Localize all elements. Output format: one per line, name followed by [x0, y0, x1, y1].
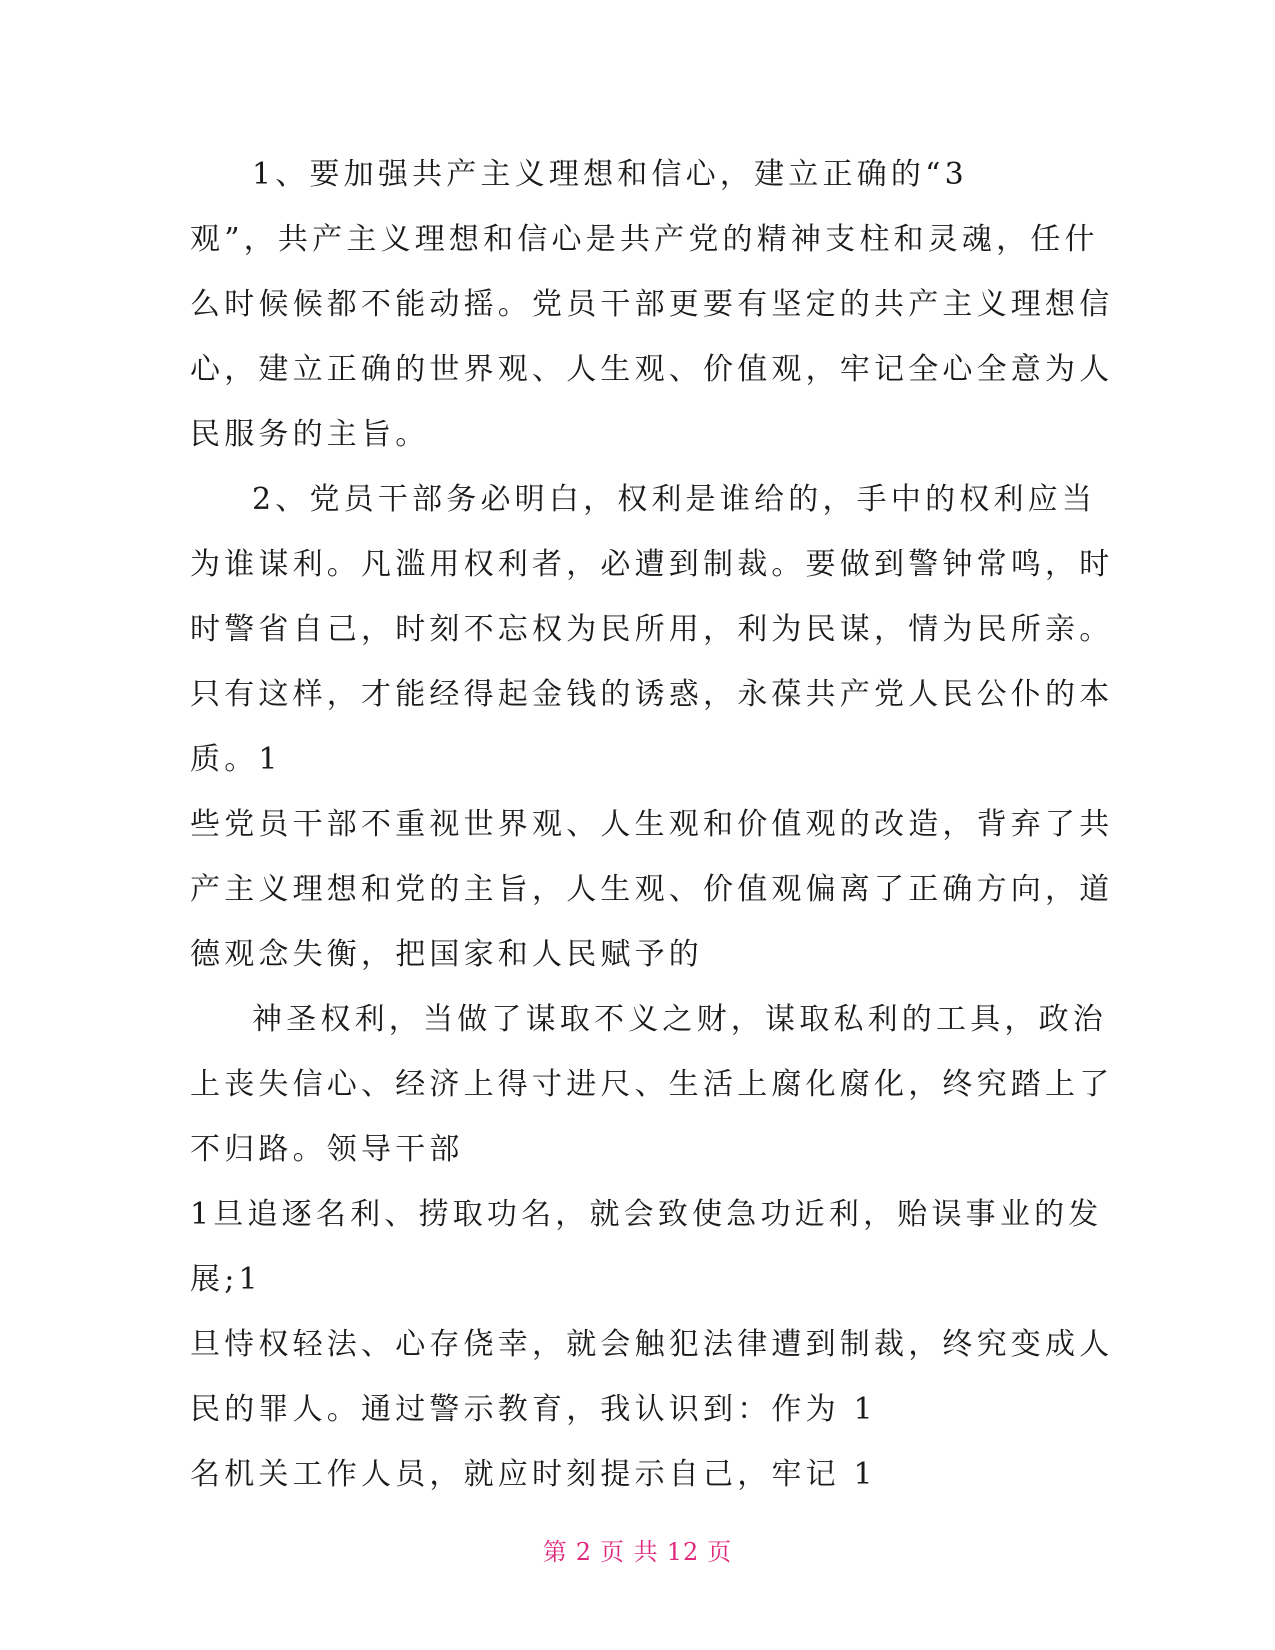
paragraph-line: 名机关工作人员，就应时刻提示自己，牢记 1: [190, 1457, 877, 1492]
paragraph-line: 1、要加强共产主义理想和信心，建立正确的“3: [252, 157, 968, 192]
paragraph-line: 展;1: [190, 1262, 262, 1297]
paragraph-line: 德观念失衡，把国家和人民赋予的: [190, 937, 703, 972]
paragraph-line: 么时候候都不能动摇。党员干部更要有坚定的共产主义理想信: [190, 287, 1114, 322]
paragraph-line: 不归路。领导干部: [190, 1132, 464, 1167]
paragraph-line: 心，建立正确的世界观、人生观、价值观，牢记全心全意为人: [190, 352, 1114, 387]
footer-current-page: 2: [575, 1538, 593, 1566]
paragraph-line: 旦恃权轻法、心存侥幸，就会触犯法律遭到制裁，终究变成人: [190, 1327, 1114, 1362]
paragraph-line: 产主义理想和党的主旨，人生观、价值观偏离了正确方向，道: [190, 872, 1114, 907]
paragraph-line: 神圣权利，当做了谋取不义之财，谋取私利的工具，政治: [252, 1002, 1107, 1037]
paragraph-line: 时警省自己，时刻不忘权为民所用，利为民谋，情为民所亲。: [190, 612, 1114, 647]
paragraph-line: 2、党员干部务必明白，权利是谁给的，手中的权利应当: [252, 482, 1097, 517]
paragraph-line: 观”，共产主义理想和信心是共产党的精神支柱和灵魂，任什: [190, 222, 1099, 257]
paragraph-line: 上丧失信心、经济上得寸进尺、生活上腐化腐化，终究踏上了: [190, 1067, 1114, 1102]
footer-suffix: 页: [707, 1538, 733, 1566]
paragraph-line: 质。1: [190, 742, 282, 777]
paragraph-line: 些党员干部不重视世界观、人生观和价值观的改造，背弃了共: [190, 807, 1114, 842]
paragraph-line: 民的罪人。通过警示教育，我认识到：作为 1: [190, 1392, 877, 1427]
paragraph-line: 1旦追逐名利、捞取功名，就会致使急功近利，贻误事业的发: [190, 1197, 1103, 1232]
paragraph-line: 民服务的主旨。: [190, 417, 430, 452]
footer-prefix: 第: [542, 1538, 568, 1566]
paragraph-line: 只有这样，才能经得起金钱的诱惑，永葆共产党人民公仆的本: [190, 677, 1114, 712]
paragraph-line: 为谁谋利。凡滥用权利者，必遭到制裁。要做到警钟常鸣，时: [190, 547, 1114, 582]
document-body: [190, 142, 1114, 1507]
footer-total-pages: 12: [666, 1538, 700, 1566]
footer-middle: 页 共: [600, 1538, 659, 1566]
page-number-footer: [0, 1532, 1275, 1567]
